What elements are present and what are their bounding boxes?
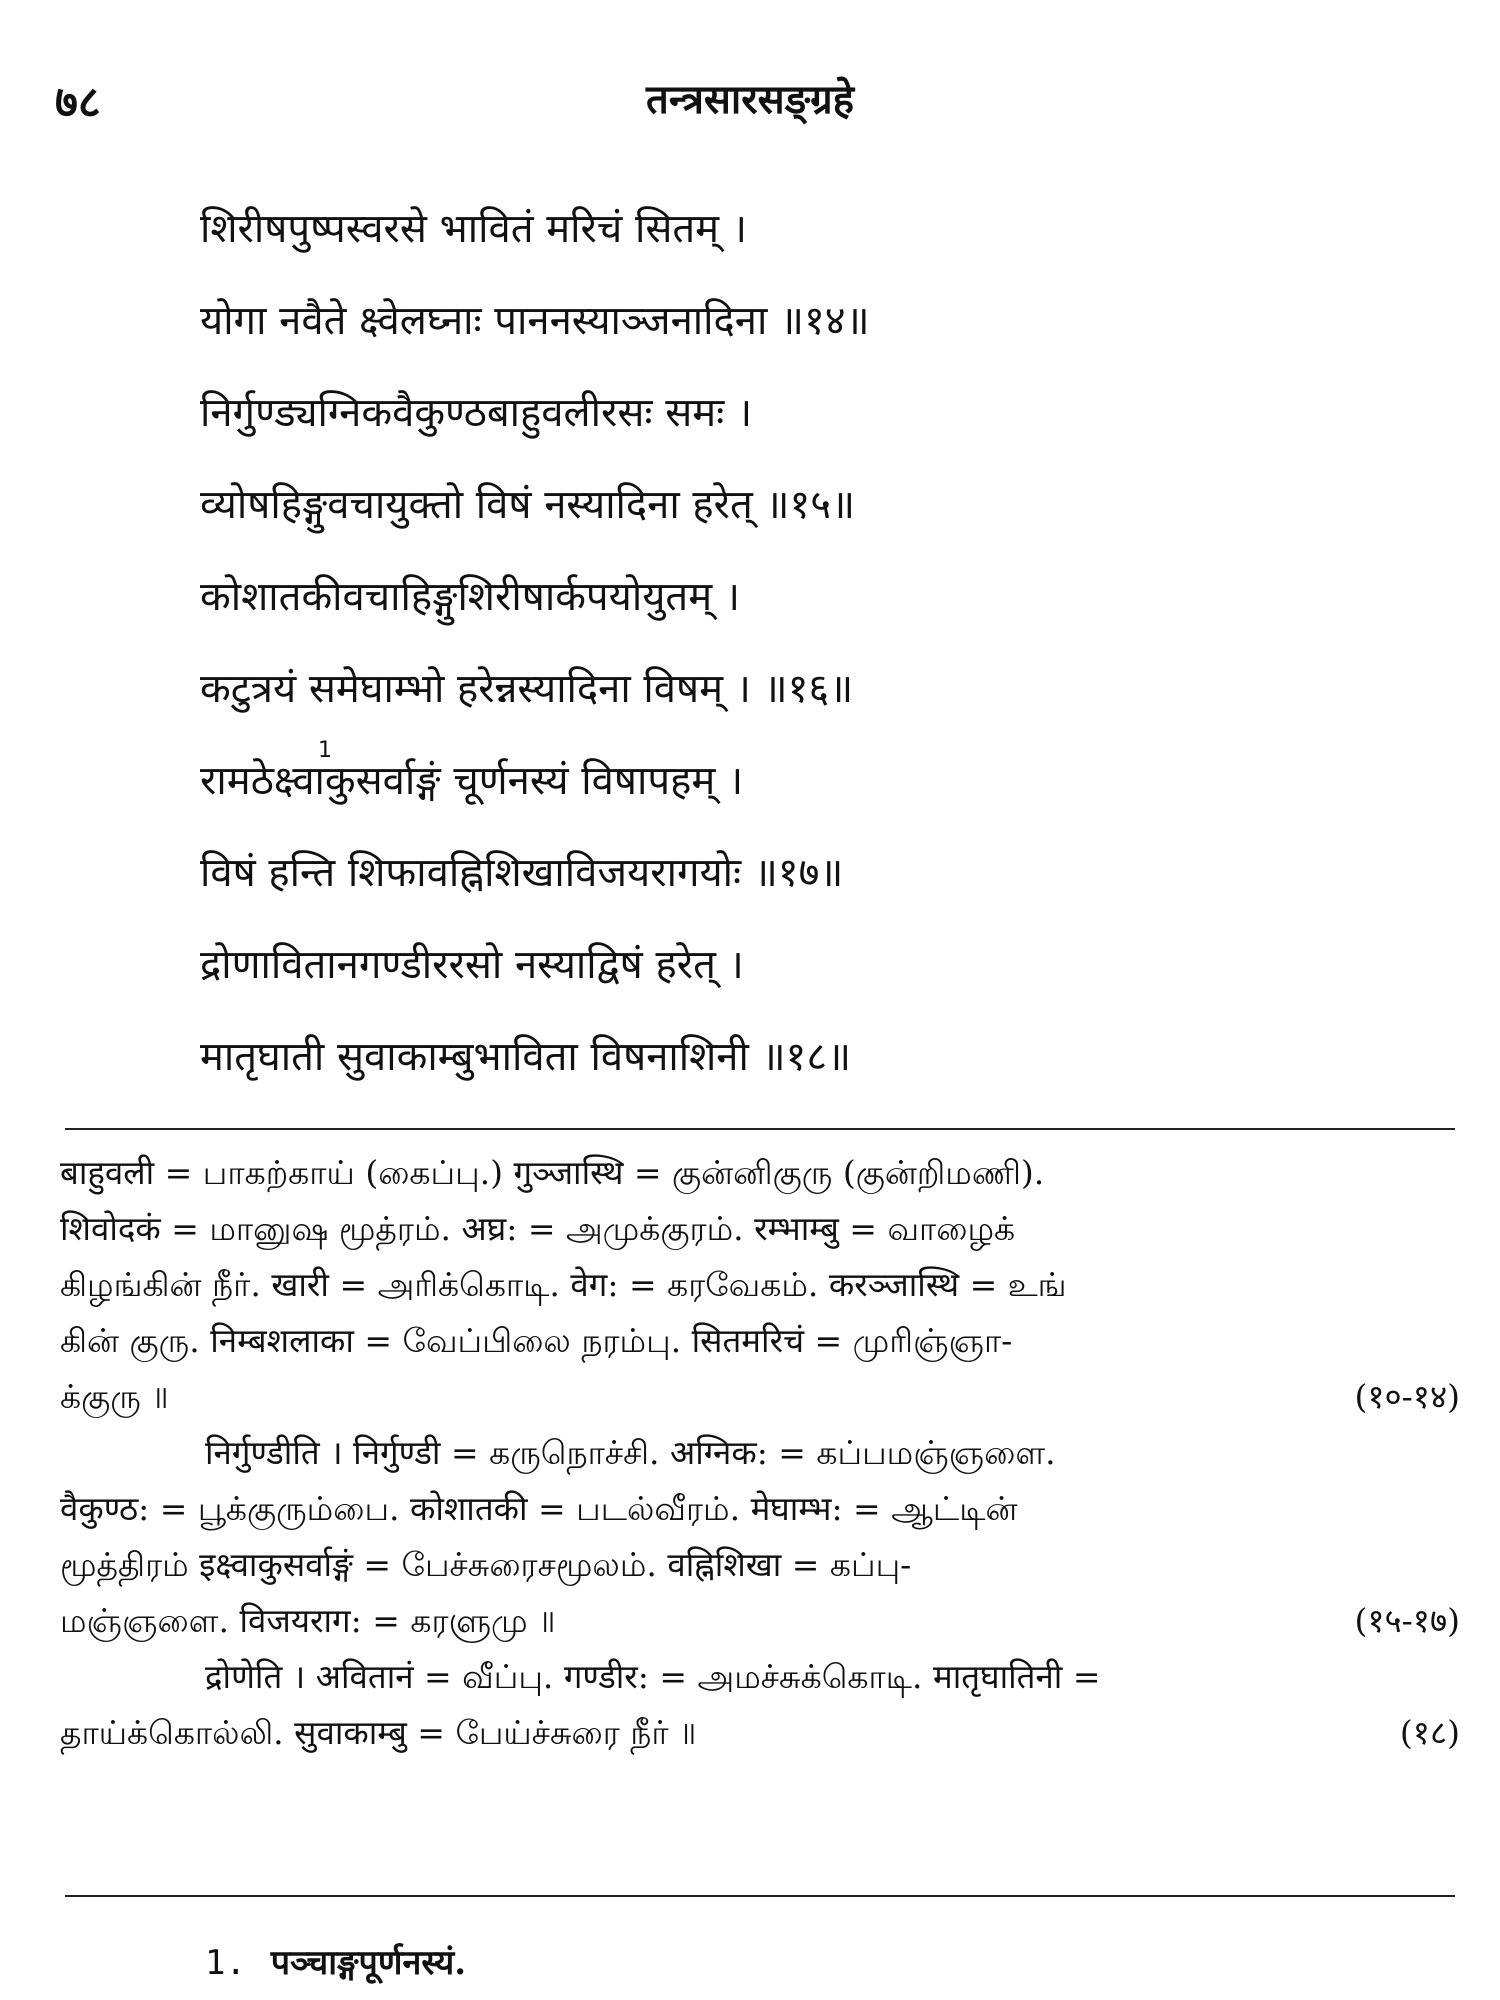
note-line (60, 1425, 1460, 1481)
divider-rule (65, 1128, 1455, 1130)
note-text: மூத்திரம் इक्ष्वाकुसर्वाङ्गं = பேச்சுரைசமூலம். वह्निशिखा = கப்பு- (60, 1545, 912, 1584)
verse-line: व्योषहिङ्गुवचायुक्तो विषं नस्यादिना हरेत् ॥१५॥ (200, 482, 856, 528)
divider-rule (65, 1895, 1455, 1897)
note-line (60, 1537, 1460, 1593)
footnote (205, 1938, 466, 1984)
note-text: மஞ்ஞளை. विजयराग: = கரளுமு ॥ (60, 1601, 556, 1640)
verse-line: कोशातकीवचाहिङ्गुशिरीषार्कपयोयुतम् । (200, 574, 740, 620)
verse-line: शिरीषपुष्पस्वरसे भावितं मरिचं सितम् । (200, 206, 747, 252)
note-line (60, 1481, 1460, 1537)
verse-reference: (१८) (1399, 1713, 1460, 1752)
verse-line-with-mark (200, 738, 1400, 849)
note-text: बाहुवली = பாகற்காய் (கைப்பு.) गुञ्जास्थि = குன்னிகுரு (குன்றிமணி). (60, 1153, 1045, 1192)
note-text: शिवोदकं = மானுஷ மூத்ரம். अघ्र: = அமுக்குரம். रम्भाम्बु = வாழைக் (60, 1209, 1016, 1248)
note-text: वैकुण्ठ: = பூக்குரும்பை. कोशातकी = படல்வீரம். मेघाम्भ: = ஆட்டின் (60, 1489, 1018, 1528)
note-text: கின் குரு. निम्बशलाका = வேப்பிலை நரம்பு. सितमरिचं = முரிஞ்ஞா- (60, 1321, 1013, 1360)
note-line (60, 1649, 1460, 1705)
verse-line: द्रोणावितानगण्डीररसो नस्याद्विषं हरेत् । (200, 942, 744, 988)
verse-line: विषं हन्ति शिफावह्निशिखाविजयरागयोः ॥१७॥ (200, 850, 844, 896)
verse-reference: (१५-१७) (1354, 1601, 1460, 1640)
note-line (60, 1593, 1460, 1649)
footnote-mark: 1 (318, 738, 332, 763)
commentary-notes (60, 1145, 1460, 1761)
footnote-number: 1. (205, 1943, 246, 1983)
verse-line: मातृघाती सुवाकाम्बुभाविता विषनाशिनी ॥१८॥ (200, 1034, 852, 1080)
verse-block (200, 205, 1400, 1125)
note-line (60, 1369, 1460, 1425)
note-line (60, 1201, 1460, 1257)
verse-line: योगा नवैते क्ष्वेलघ्नाः पाननस्याञ्जनादिना ॥१४॥ (200, 298, 870, 344)
note-line (60, 1145, 1460, 1201)
running-title: तन्त्रसारसङ्ग्रहे (646, 76, 854, 123)
note-line (60, 1257, 1460, 1313)
note-text: निर्गुण्डीति । निर्गुण्डी = கருநொச்சி. अग्निक: = கப்பமஞ்ஞளை. (205, 1433, 1056, 1472)
verse-reference: (१०-१४) (1354, 1377, 1460, 1416)
page-number: ७८ (55, 77, 101, 128)
note-line (60, 1313, 1460, 1369)
footnote-text: पञ्चाङ्गपूर्णनस्यं. (270, 1943, 467, 1983)
verse-line: कटुत्रयं समेघाम्भो हरेन्नस्यादिना विषम् । ॥१६॥ (200, 666, 854, 712)
note-text: க்குரு ॥ (60, 1377, 169, 1416)
verse-line: निर्गुण्ड्यग्निकवैकुण्ठबाहुवलीरसः समः । (200, 390, 753, 436)
note-line (60, 1705, 1460, 1761)
note-text: கிழங்கின் நீர். खारी = அரிக்கொடி. वेग: = கரவேகம். करञ्जास्थि = உங் (60, 1265, 1067, 1304)
verse-text: रामठेक्ष्वाकुसर्वाङ्गं चूर्णनस्यं विषापहम् । (200, 758, 744, 804)
note-text: द्रोणेति । अवितानं = வீப்பு. गण्डीर: = அமச்சுக்கொடி. मातृघातिनी = (205, 1657, 1101, 1696)
page-header (55, 70, 1445, 140)
note-text: தாய்க்கொல்லி. सुवाकाम्बु = பேய்ச்சுரை நீர் ॥ (60, 1713, 697, 1752)
